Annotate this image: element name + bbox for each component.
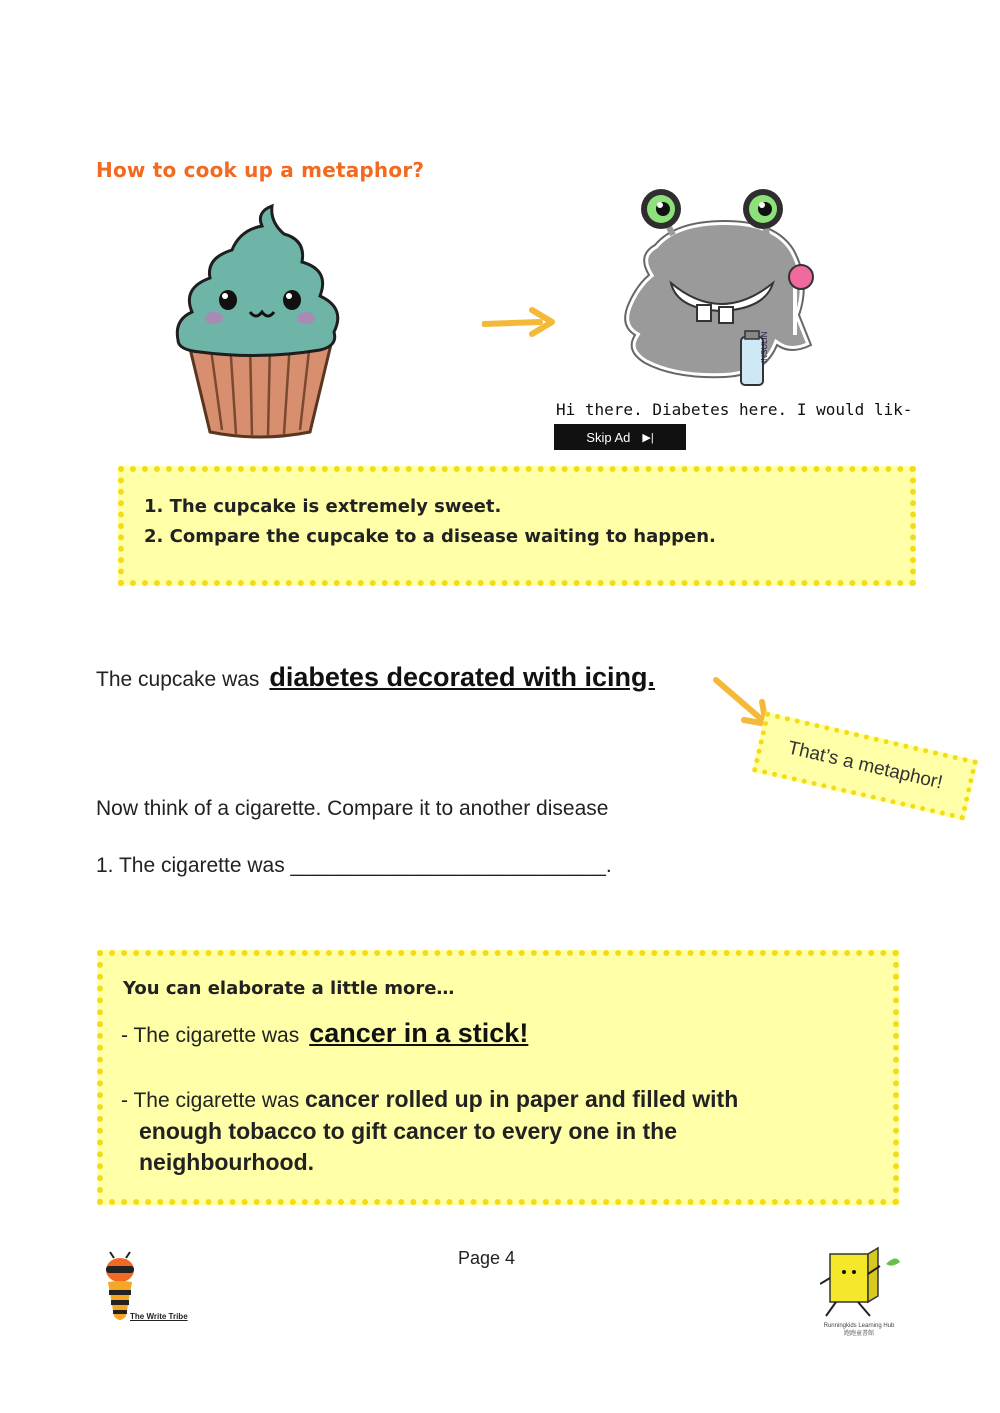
video-caption: Hi there. Diabetes here. I would lik- <box>556 400 913 419</box>
metaphor-note-text: That’s a metaphor! <box>785 737 945 794</box>
step-1: 1. The cupcake is extremely sweet. <box>144 496 502 517</box>
elaborate-item-1 <box>121 1018 528 1049</box>
elaborate-box <box>97 950 899 1205</box>
cupcake-image <box>170 200 350 440</box>
write-tribe-label: The Write Tribe <box>130 1312 188 1321</box>
skip-ad-button[interactable] <box>554 424 686 450</box>
cigarette-prompt: Now think of a cigarette. Compare it to another disease <box>96 797 609 820</box>
skip-forward-icon: ▶| <box>642 431 654 444</box>
item2-line2: enough tobacco to gift cancer to every one in the <box>139 1118 678 1144</box>
step-2: 2. Compare the cupcake to a disease waiting to happen. <box>144 526 716 547</box>
arrow-right-icon <box>482 306 556 340</box>
item2-line3: neighbourhood. <box>139 1149 315 1175</box>
item2-prefix: - The cigarette was <box>121 1089 306 1112</box>
diabetes-monster-image <box>615 185 840 395</box>
example-prefix: The cupcake was <box>96 668 260 691</box>
example-answer: diabetes decorated with icing. <box>269 662 656 692</box>
example-sentence <box>96 662 655 693</box>
runningkids-name: Runningkids Learning Hub <box>823 1323 895 1329</box>
item1-prefix: - The cigarette was <box>121 1024 300 1047</box>
elaborate-title: You can elaborate a little more… <box>123 978 455 999</box>
steps-box <box>118 466 916 586</box>
cigarette-question: 1. The cigarette was ___________________________. <box>96 854 612 877</box>
runningkids-label <box>814 1322 904 1338</box>
item2-bold: cancer rolled up in paper and filled with <box>305 1086 739 1112</box>
runningkids-sub: 跑跑童書館 <box>843 1331 874 1337</box>
running-book-logo <box>820 1244 904 1322</box>
metaphor-note <box>752 711 978 820</box>
skip-ad-label: Skip Ad <box>586 429 631 445</box>
svg-text:INSULIN: INSULIN <box>760 331 769 363</box>
elaborate-item-2 <box>121 1084 861 1178</box>
page-number: Page 4 <box>458 1248 516 1268</box>
item1-answer: cancer in a stick! <box>309 1018 529 1048</box>
page-heading: How to cook up a metaphor? <box>96 158 425 182</box>
